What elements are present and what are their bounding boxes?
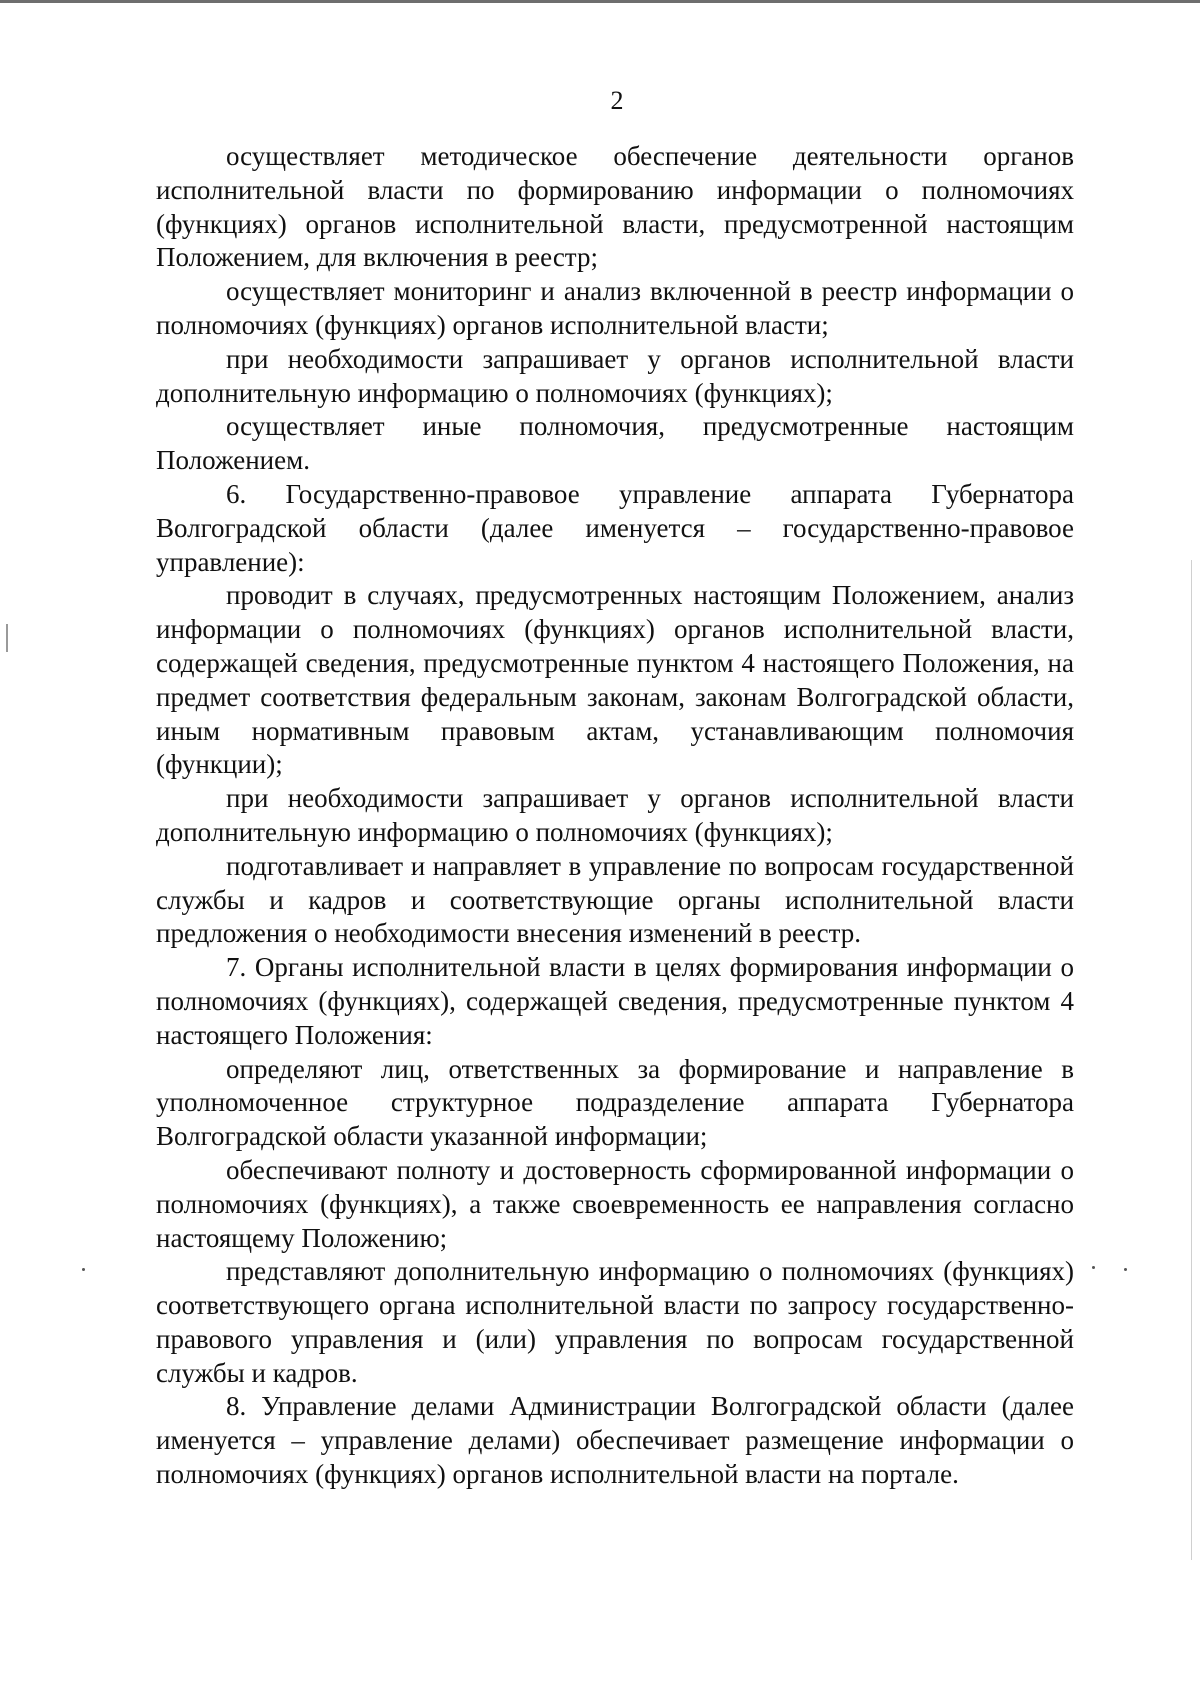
- paragraph-proposals: подготавливает и направляет в управление по вопросам государственной службы и кадров и соответствующие органы исполнительной власти предложения о необходимости внесения изменений в реестр.: [156, 850, 1074, 949]
- paragraph-completeness: обеспечивают полноту и достоверность сформированной информации о полномочиях (функциях), а также своевременность ее направления согласно настоящему Положению;: [156, 1154, 1074, 1253]
- clause-7-heading: 7. Органы исполнительной власти в целях формирования информации о полномочиях (функциях), содержащей сведения, предусмотренные пунктом 4 настоящего Положения:: [156, 952, 1074, 1050]
- document-body: [156, 140, 1074, 1492]
- paragraph-analysis: проводит в случаях, предусмотренных настоящим Положением, анализ информации о полномочиях (функциях) органов исполнительной власти, содержащей сведения, предусмотренные пунктом 4 настоящего Положения, на предмет соответствия федеральным законам, законам Волгоградской области, иным нормативным правовым актам, устанавливающим полномочия (функции);: [156, 580, 1074, 780]
- paragraph-additional-info: представляют дополнительную информацию о полномочиях (функциях) соответствующего органа исполнительной власти по запросу государственно-правового управления и (или) управления по вопросам государственной службы и кадров.: [156, 1256, 1074, 1388]
- scan-top-edge: [0, 0, 1200, 3]
- paragraph-request-info-2: при необходимости запрашивает у органов исполнительной власти дополнительную информацию о полномочиях (функциях);: [156, 783, 1074, 847]
- paragraph-methodical-support: осуществляет методическое обеспечение деятельности органов исполнительной власти по формированию информации о полномочиях (функциях) органов исполнительной власти, предусмотренной настоящим Положением, для включения в реестр;: [156, 141, 1074, 273]
- paragraph-other-powers: осуществляет иные полномочия, предусмотренные настоящим Положением.: [156, 411, 1074, 476]
- scan-left-mark: [6, 624, 8, 652]
- scan-right-edge: [1191, 560, 1192, 1560]
- clause-8-heading: 8. Управление делами Администрации Волгоградской области (далее именуется – управление делами) обеспечивает размещение информации о полномочиях (функциях) органов исполнительной власти на портале.: [156, 1391, 1074, 1490]
- page-number: 2: [610, 86, 624, 115]
- clause-6-heading: 6. Государственно-правовое управление аппарата Губернатора Волгоградской области (далее именуется – государственно-правовое управление):: [156, 478, 1074, 577]
- paragraph-responsible-persons: определяют лиц, ответственных за формирование и направление в уполномоченное структурное подразделение аппарата Губернатора Волгоградской области указанной информации;: [156, 1053, 1074, 1152]
- scan-speck: [82, 1268, 85, 1271]
- scan-speck: [1124, 1268, 1127, 1271]
- paragraph-monitoring: осуществляет мониторинг и анализ включенной в реестр информации о полномочиях (функциях) органов исполнительной власти;: [156, 276, 1074, 340]
- paragraph-request-info: при необходимости запрашивает у органов исполнительной власти дополнительную информацию о полномочиях (функциях);: [156, 343, 1074, 408]
- scan-speck: [1092, 1266, 1095, 1269]
